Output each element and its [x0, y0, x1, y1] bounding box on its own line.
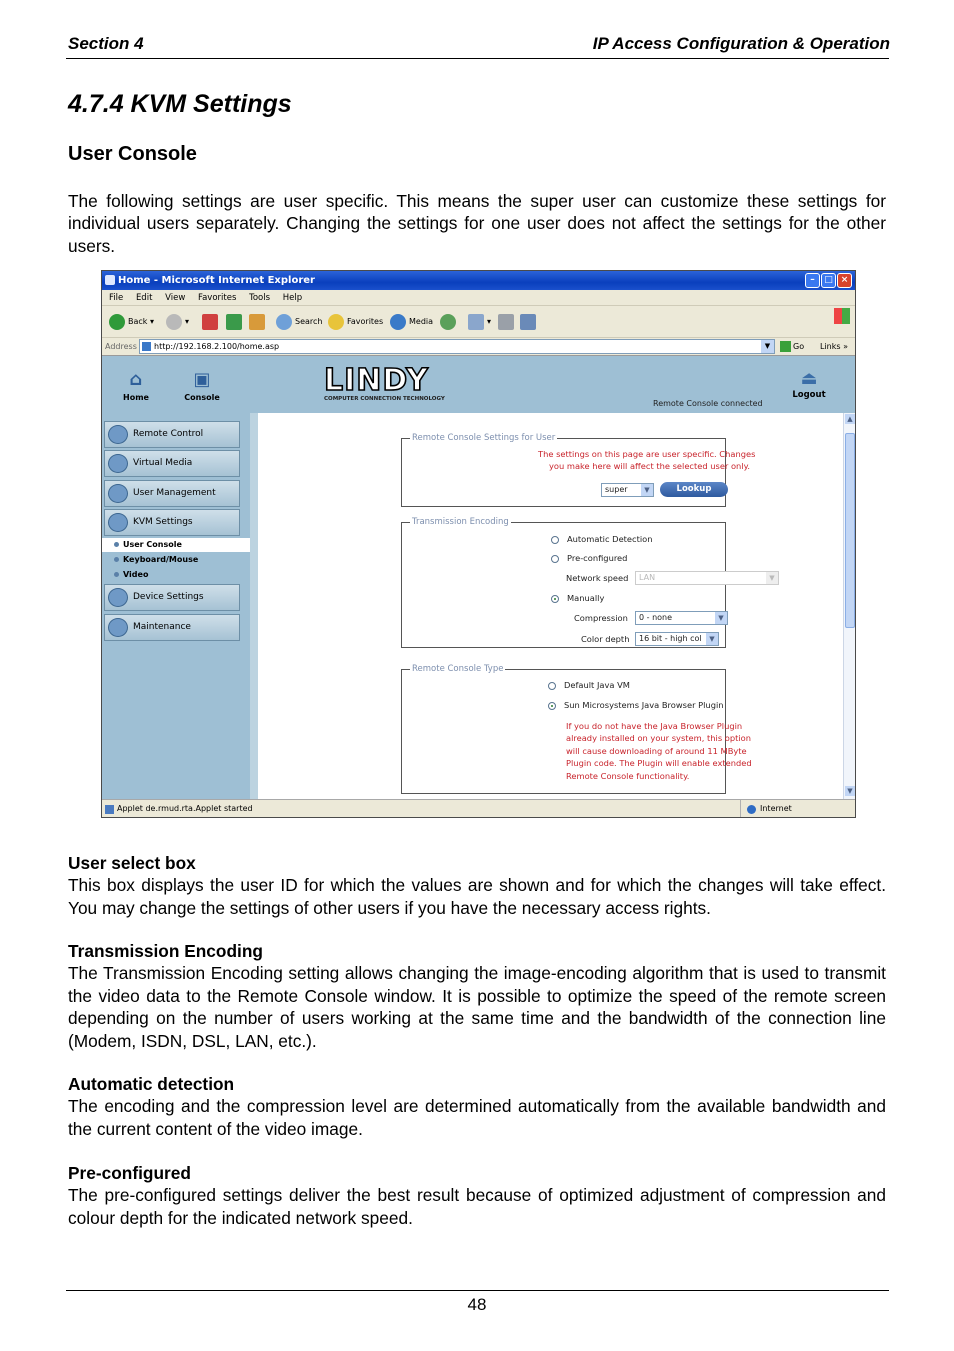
intro-paragraph: The following settings are user specific. This means the super user can customize these settings for individual users separately. Changing the settings for one user does not affect the settings for the other users. — [68, 191, 886, 256]
users-icon — [108, 484, 128, 503]
console-nav-button[interactable]: ▣ Console — [184, 369, 220, 402]
lindy-logo: LINDY COMPUTER CONNECTION TECHNOLOGY — [324, 363, 445, 402]
web-page — [102, 356, 855, 799]
plugin-note-line1: If you do not have the Java Browser Plugin — [566, 721, 743, 731]
chevron-down-icon: ▼ — [641, 484, 653, 496]
menu-view[interactable]: View — [165, 293, 186, 303]
default-java-option[interactable]: Default Java VM — [548, 680, 630, 690]
magnifier-icon — [108, 425, 128, 444]
favorites-button[interactable]: Favorites — [328, 313, 383, 331]
search-button[interactable]: Search — [276, 313, 322, 331]
sun-plugin-option[interactable]: Sun Microsystems Java Browser Plugin — [548, 700, 724, 710]
close-icon[interactable]: × — [837, 273, 852, 288]
bullet-icon — [114, 542, 119, 547]
disc-icon — [108, 454, 128, 473]
section-automatic-detection — [68, 1073, 886, 1140]
user-note-line1: The settings on this page are user specific. Changes — [538, 449, 756, 459]
window-title: Home - Microsoft Internet Explorer — [118, 275, 315, 286]
home-nav-button[interactable]: ⌂ Home — [123, 369, 149, 402]
browser-screenshot — [101, 270, 856, 818]
transmission-encoding-box: Transmission Encoding — [401, 517, 726, 648]
radio-sun-plugin[interactable] — [548, 702, 556, 710]
browser-statusbar — [102, 799, 855, 817]
network-speed-select[interactable]: LAN ▼ — [635, 571, 779, 585]
color-depth-label: Color depth — [581, 634, 630, 644]
print-icon[interactable] — [498, 313, 517, 331]
remote-console-status: Remote Console connected — [653, 399, 763, 408]
media-icon — [390, 314, 406, 330]
bullet-icon — [114, 557, 119, 562]
lookup-button[interactable]: Lookup — [660, 482, 728, 497]
remote-console-type-box: Remote Console Type — [401, 664, 726, 794]
section-text: This box displays the user ID for which the values are shown and for which the changes will take effect. You may change the settings of other users if you have the necessary access rights. — [68, 875, 886, 918]
section-text: The Transmission Encoding setting allows changing the image-encoding algorithm that is used to transmit the video data to the Remote Console window. It is possible to optimize the speed of the remote screen depending on the number of users working at the same time and the bandwidth of the connection line (Modem, ISDN, DSL, LAN, etc.). — [68, 963, 886, 1051]
settings-content — [258, 413, 843, 799]
go-button[interactable]: Go — [780, 339, 804, 354]
nav-remote-control[interactable]: Remote Control — [104, 421, 240, 448]
chevron-down-icon: ▼ — [766, 572, 778, 584]
gears-icon — [108, 588, 128, 607]
monitor-icon: ▣ — [193, 369, 211, 390]
nav-virtual-media[interactable]: Virtual Media — [104, 450, 240, 477]
network-speed-label: Network speed — [566, 573, 629, 583]
mail-icon[interactable]: ▾ — [468, 313, 491, 331]
minimize-icon[interactable]: – — [805, 273, 820, 288]
home-icon[interactable] — [249, 313, 268, 331]
section-title: Automatic detection — [68, 1074, 235, 1094]
address-bar — [102, 338, 855, 356]
section-text: The encoding and the compression level are determined automatically from the available bandwidth and the current content of the video image. — [68, 1096, 886, 1139]
vertical-scrollbar[interactable] — [843, 413, 855, 799]
wrench-icon — [108, 618, 128, 637]
sidebar-divider — [250, 413, 258, 799]
history-icon[interactable] — [440, 313, 459, 331]
go-arrow-icon — [780, 341, 791, 352]
refresh-icon[interactable] — [226, 313, 245, 331]
auto-detection-option[interactable]: Automatic Detection — [551, 534, 653, 544]
sidebar — [102, 413, 250, 799]
scroll-up-icon[interactable]: ▲ — [845, 414, 855, 424]
stop-icon[interactable] — [202, 313, 221, 331]
section-title: User select box — [68, 853, 196, 873]
menu-file[interactable]: File — [109, 293, 124, 303]
subheading: User Console — [68, 143, 197, 165]
star-icon — [328, 314, 344, 330]
forward-arrow-icon — [166, 314, 182, 330]
logout-button[interactable]: ⏏ Logout — [784, 368, 834, 400]
section-title: Pre-configured — [68, 1163, 191, 1183]
ie-icon — [105, 275, 115, 285]
keyboard-icon — [108, 513, 128, 532]
maximize-icon[interactable]: □ — [821, 273, 836, 288]
bullet-icon — [114, 572, 119, 577]
user-select[interactable]: super ▼ — [601, 483, 654, 497]
address-input[interactable]: http://192.168.2.100/home.asp ▼ — [139, 339, 775, 354]
subnav-video[interactable]: Video — [102, 568, 250, 582]
plugin-note-line3: will cause downloading of around 11 MByte — [566, 746, 747, 756]
user-settings-box: Remote Console Settings for User — [401, 433, 726, 507]
applet-icon — [105, 805, 114, 814]
user-note-line2: you make here will affect the selected user only. — [549, 461, 750, 471]
address-label: Address — [105, 342, 137, 351]
links-button[interactable]: Links » — [820, 342, 848, 351]
radio-default-java[interactable] — [548, 682, 556, 690]
chevron-down-icon: ▼ — [715, 612, 727, 624]
footer-rule — [66, 1290, 889, 1291]
subnav-keyboard-mouse[interactable]: Keyboard/Mouse — [102, 553, 250, 567]
menu-bar — [102, 290, 855, 306]
section-text: The pre-configured settings deliver the best result because of optimized adjustment of compression and colour depth for the indicated network speed. — [68, 1185, 886, 1228]
menu-help[interactable]: Help — [282, 293, 303, 303]
media-button[interactable]: Media — [390, 313, 433, 331]
back-button[interactable]: Back ▾ — [109, 313, 154, 331]
color-depth-select[interactable]: 16 bit - high col ▼ — [635, 632, 719, 646]
menu-favorites[interactable]: Favorites — [197, 293, 237, 303]
home-icon: ⌂ — [129, 369, 143, 390]
nav-maintenance[interactable]: Maintenance — [104, 614, 240, 641]
section-transmission-encoding — [68, 940, 886, 1052]
section-title: Transmission Encoding — [68, 941, 263, 961]
page-number: 48 — [467, 1295, 487, 1314]
section-label: Section 4 — [68, 34, 144, 53]
search-icon — [276, 314, 292, 330]
internet-globe-icon — [747, 805, 756, 814]
nav-device-settings[interactable]: Device Settings — [104, 584, 240, 611]
radio-auto[interactable] — [551, 536, 559, 544]
menu-edit[interactable]: Edit — [135, 293, 153, 303]
nav-user-management[interactable]: User Management — [104, 480, 240, 507]
header-title: IP Access Configuration & Operation — [592, 34, 890, 53]
subnav-user-console[interactable]: User Console — [102, 538, 250, 552]
radio-manual[interactable] — [551, 595, 559, 603]
header-rule — [66, 58, 889, 59]
windows-logo-icon — [834, 308, 850, 324]
status-text: Applet de.rmud.rta.Applet started — [117, 804, 253, 813]
chevron-down-icon: ▼ — [706, 633, 718, 645]
plugin-note-line4: Plugin code. The Plugin will enable extended — [566, 758, 752, 768]
window-titlebar — [102, 271, 855, 290]
scroll-down-icon[interactable]: ▼ — [845, 786, 855, 796]
address-dropdown-icon[interactable]: ▼ — [761, 340, 774, 353]
edit-icon[interactable] — [520, 313, 539, 331]
nav-kvm-settings[interactable]: KVM Settings — [104, 509, 240, 536]
scroll-thumb[interactable] — [845, 433, 855, 628]
page-icon — [142, 342, 151, 351]
compression-select[interactable]: 0 - none ▼ — [635, 611, 728, 625]
preconfigured-option[interactable]: Pre-configured — [551, 553, 627, 563]
section-pre-configured — [68, 1162, 886, 1229]
menu-tools[interactable]: Tools — [249, 293, 271, 303]
compression-label: Compression — [574, 613, 628, 623]
browser-toolbar — [102, 306, 855, 338]
section-user-select — [68, 852, 886, 919]
forward-button[interactable]: ▾ — [166, 313, 189, 331]
zone-text: Internet — [760, 804, 792, 813]
kvm-top-banner — [102, 356, 855, 413]
radio-preconfigured[interactable] — [551, 555, 559, 563]
manual-option[interactable]: Manually — [551, 593, 604, 603]
page-heading: 4.7.4 KVM Settings — [68, 90, 292, 118]
plugin-note-line5: Remote Console functionality. — [566, 771, 690, 781]
plugin-note-line2: already installed on your system, this option — [566, 733, 752, 743]
back-arrow-icon — [109, 314, 125, 330]
eject-icon: ⏏ — [800, 368, 818, 389]
